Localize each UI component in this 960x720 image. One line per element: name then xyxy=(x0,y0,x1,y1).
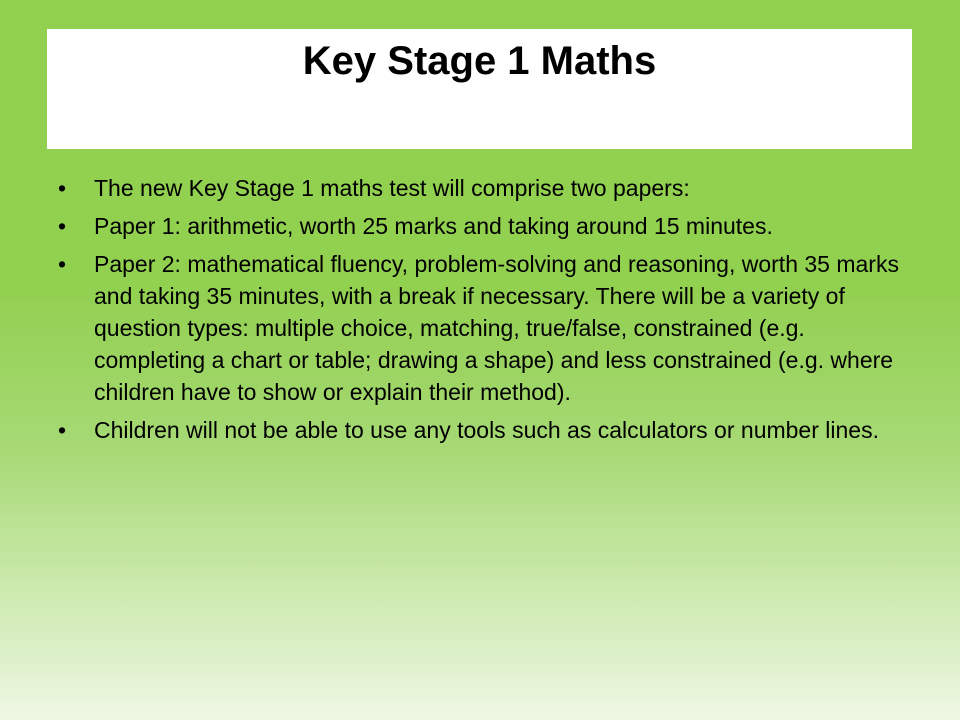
bullet-text: Children will not be able to use any tools such as calculators or number lines. xyxy=(94,417,879,443)
bullet-text: Paper 2: mathematical fluency, problem-solving and reasoning, worth 35 marks and taking 35 minutes, with a break if necessary. There will be a variety of question types: multiple choice, matching, true/false, constrained (e.g. completing a chart or table; drawing a shape) and less constrained (e.g. where children have to show or explain their method). xyxy=(94,251,899,405)
bullet-item-paper-2 xyxy=(58,248,903,408)
bullet-list xyxy=(58,172,903,452)
bullet-text: The new Key Stage 1 maths test will comprise two papers: xyxy=(94,175,690,201)
bullet-marker: • xyxy=(58,417,67,443)
bullet-marker: • xyxy=(58,213,67,239)
bullet-marker: • xyxy=(58,175,67,201)
slide-title: Key Stage 1 Maths xyxy=(302,39,657,83)
bullet-text: Paper 1: arithmetic, worth 25 marks and taking around 15 minutes. xyxy=(94,213,773,239)
bullet-item-tools xyxy=(58,414,903,446)
bullet-marker: • xyxy=(58,251,67,277)
bullet-item-intro xyxy=(58,172,903,204)
bullet-item-paper-1 xyxy=(58,210,903,242)
title-box xyxy=(47,29,912,149)
